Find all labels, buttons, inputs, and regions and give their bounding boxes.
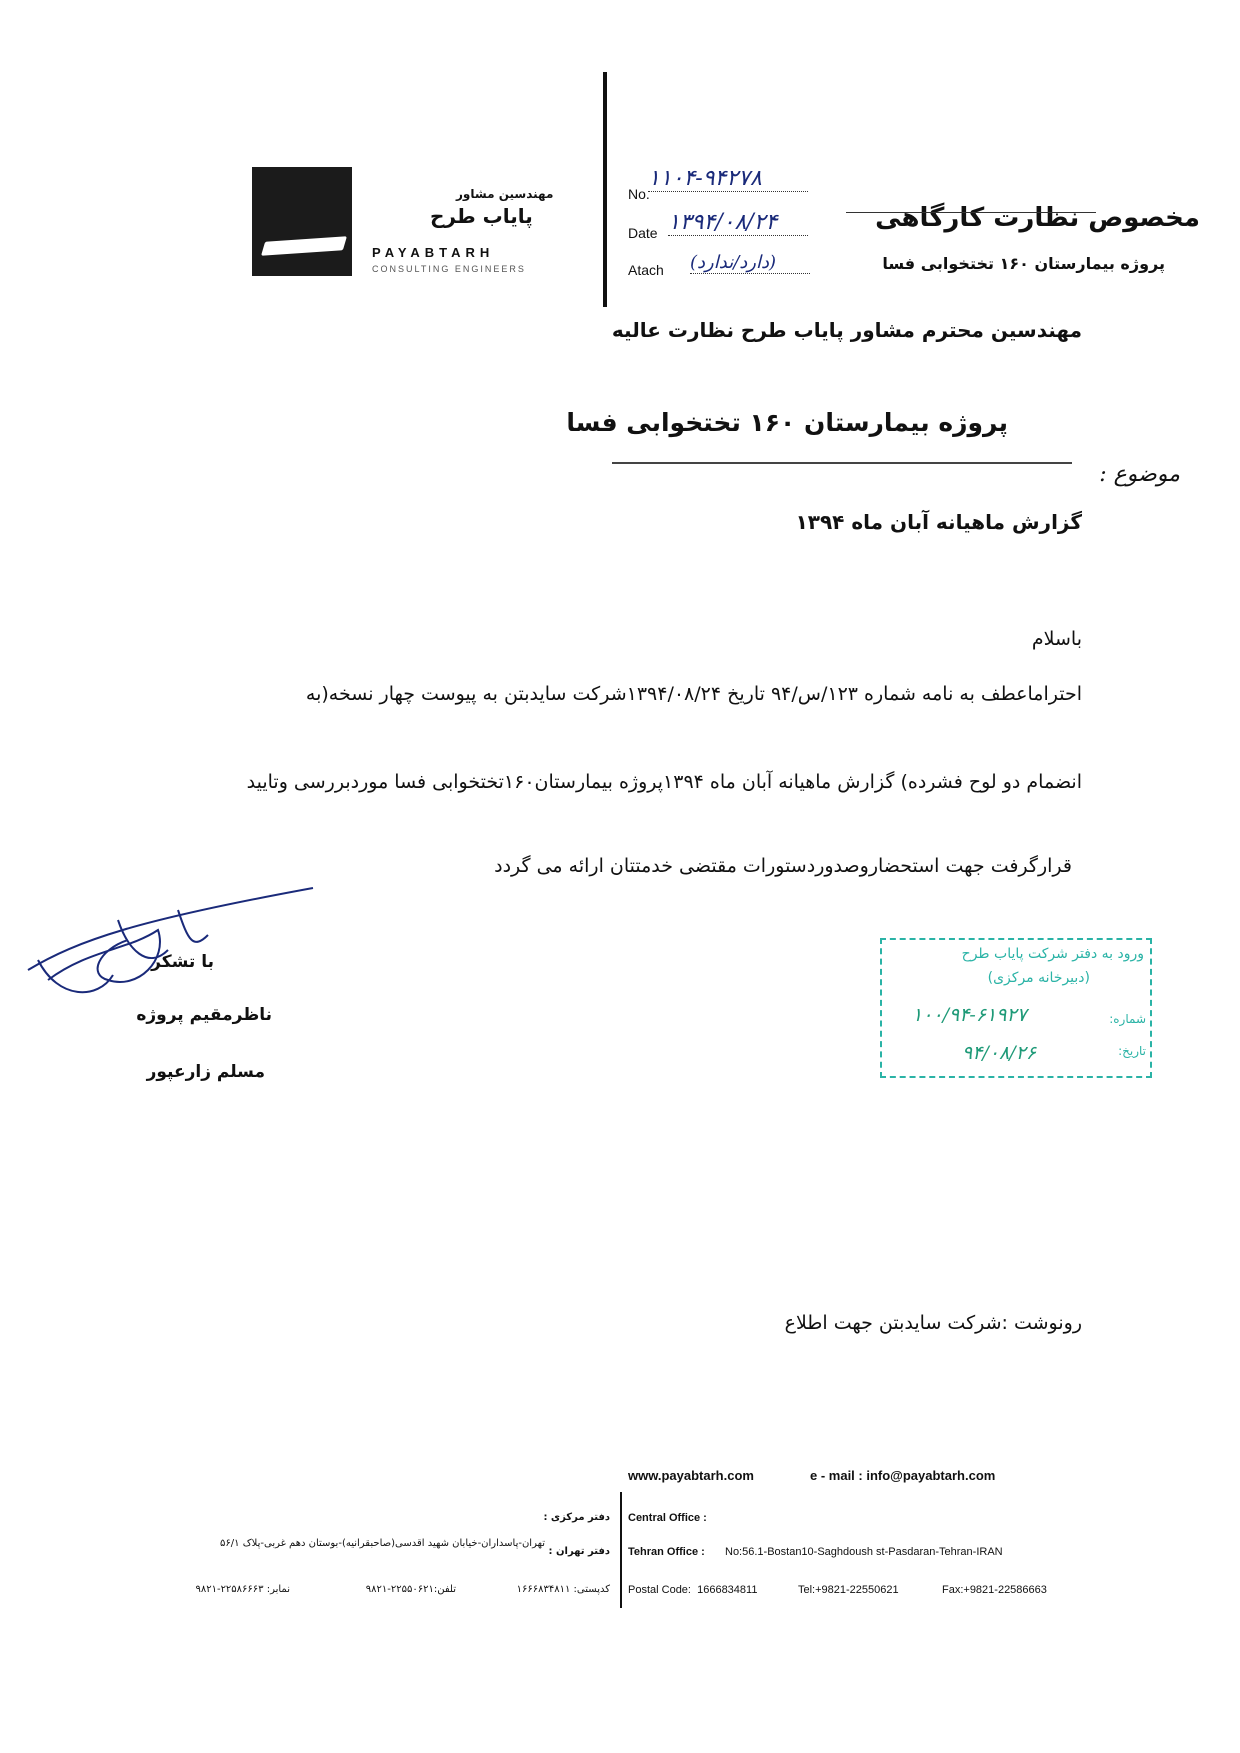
date-label: Date (628, 225, 658, 241)
closing: با تشکر (151, 952, 214, 972)
footer-divider (620, 1492, 622, 1608)
attach-value: (دارد/ندارد) (690, 252, 810, 274)
stamp-line-1: ورود به دفتر شرکت پایاب طرح (961, 946, 1144, 962)
footer-fa-fax: نمابر: ۲۲۵۸۶۶۶۳-۹۸۲۱ (195, 1584, 290, 1595)
logo-persian-name: پایاب طرح (430, 204, 533, 228)
subject: گزارش ماهیانه آبان ماه ۱۳۹۴ (795, 510, 1082, 534)
addressee: مهندسین محترم مشاور پایاب طرح نظارت عالیه (611, 318, 1082, 342)
footer-fa-postal: کدپستی: ۱۶۶۶۸۳۴۸۱۱ (516, 1584, 610, 1595)
number-value: ۱۱۰۴-۹۴۲۷۸ (648, 166, 808, 192)
subject-label: موضوع : (1099, 462, 1180, 487)
signer-name: مسلم زارعپور (146, 1062, 265, 1082)
stamp-number-label: شماره: (1109, 1012, 1146, 1026)
body-line-1: احتراماعطف به نامه شماره ۱۲۳/س/۹۴ تاریخ ۱۳۹۴/۰۸/۲۴شرکت سایدبتن به پیوست چهار نسخه(به (305, 683, 1082, 705)
body-line-3: قرارگرفت جهت استحضاروصدوردستورات مقتضی خدمتتان ارائه می گردد (494, 855, 1072, 877)
footer-tehran-label: Tehran Office : (628, 1546, 705, 1558)
footer-fa-tehran-label: دفتر تهران : (548, 1546, 610, 1557)
body-line-2: انضمام دو لوح فشرده) گزارش ماهیانه آبان ماه ۱۳۹۴پروژه بیمارستان۱۶۰تختخوابی فسا موردبررسی وتایید (246, 771, 1082, 793)
footer-postal: Postal Code: 1666834811 (628, 1584, 758, 1596)
project-underline (612, 462, 1072, 464)
logo-mark (261, 236, 347, 256)
footer-central-office: Central Office : (628, 1512, 707, 1524)
stamp-date-label: تاریخ: (1118, 1044, 1146, 1058)
footer-email[interactable]: e - mail : info@payabtarh.com (810, 1468, 996, 1483)
title-underline (846, 212, 1096, 213)
footer-fa-tel: تلفن:۲۲۵۵۰۶۲۱-۹۸۲۱ (365, 1584, 456, 1595)
carbon-copy: رونوشت :شرکت سایدبتن جهت اطلاع (784, 1312, 1082, 1334)
footer-fa-address: تهران-پاسداران-خیابان شهید اقدسی(صاحبقرانیه)-بوستان دهم غربی-پلاک ۵۶/۱ (220, 1538, 545, 1549)
signature (18, 880, 318, 1020)
signer-title: ناظرمقیم پروژه (136, 1005, 272, 1025)
header-project-line: پروژه بیمارستان ۱۶۰ تختخوابی فسا (882, 254, 1165, 273)
received-stamp (880, 938, 1152, 1078)
logo-persian-subtitle: مهندسین مشاور (456, 187, 554, 201)
footer-fax: Fax:+9821-22586663 (942, 1584, 1047, 1596)
stamp-date-value: ۹۴/۰۸/۲۶ (962, 1042, 1037, 1064)
footer-website[interactable]: www.payabtarh.com (628, 1468, 754, 1483)
attach-label: Atach (628, 262, 664, 278)
document-title: مخصوص نظارت کارگاهی (875, 203, 1200, 233)
logo-english-subtitle: CONSULTING ENGINEERS (372, 264, 526, 274)
date-value: ۱۳۹۴/۰۸/۲۴ (668, 210, 808, 236)
footer-tel: Tel:+9821-22550621 (798, 1584, 899, 1596)
footer-tehran-address: No:56.1-Bostan10-Saghdoush st-Pasdaran-Tehran-IRAN (725, 1546, 1003, 1558)
logo-english-name: PAYABTARH (372, 245, 495, 260)
stamp-number-value: ۱۰۰/۹۴-۶۱۹۲۷ (912, 1004, 1027, 1026)
number-label: No. (628, 186, 650, 202)
company-logo (252, 167, 352, 276)
footer-fa-central-label: دفتر مرکزی : (543, 1512, 610, 1523)
stamp-line-2: (دبیرخانه مرکزی) (987, 970, 1090, 986)
project-title: پروژه بیمارستان ۱۶۰ تختخوابی فسا (566, 408, 1008, 437)
greeting: باسلام (1031, 628, 1082, 650)
header-divider (603, 72, 607, 307)
